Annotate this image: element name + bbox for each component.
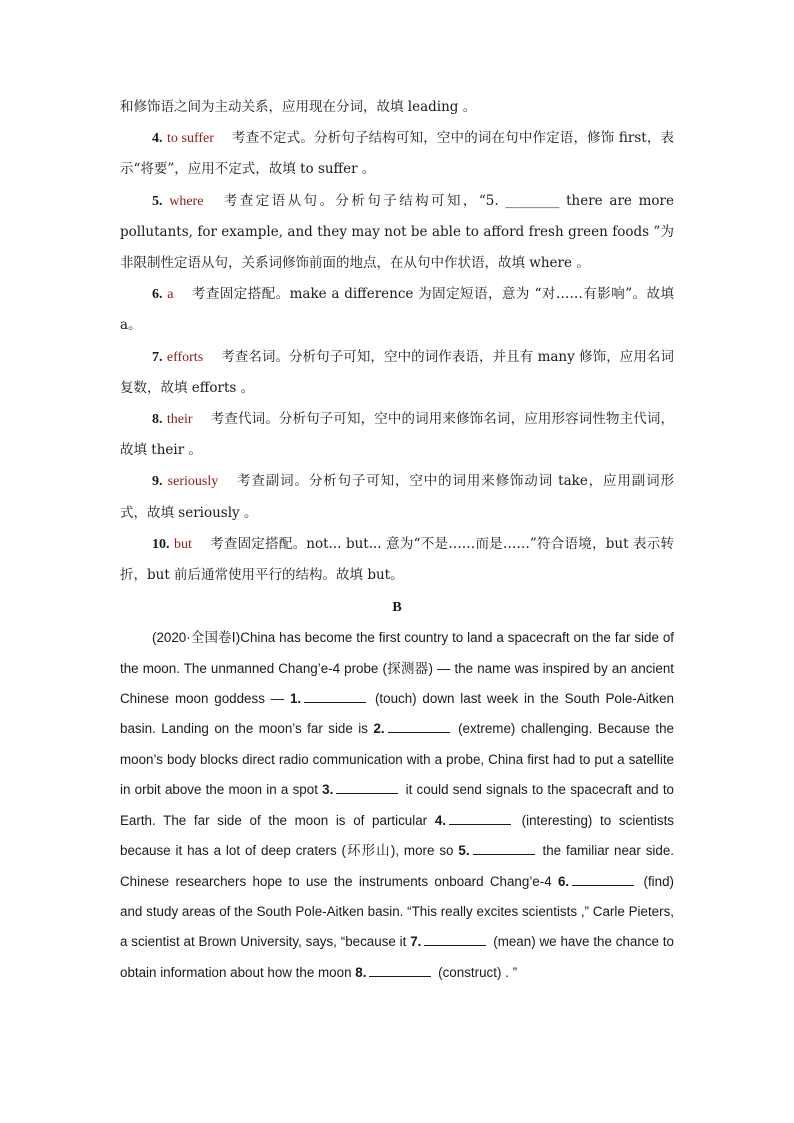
item-number: 7.: [152, 349, 163, 365]
blank-field[interactable]: [473, 842, 535, 855]
answer-text: their: [166, 412, 193, 428]
item-number: 10.: [152, 536, 170, 552]
blank-field[interactable]: [369, 964, 431, 977]
answer-text: seriously: [167, 474, 219, 490]
passage-text: (interesting) to scientists because it has a lot of deep craters (环形山), more so: [120, 812, 674, 859]
blank-field[interactable]: [424, 933, 486, 946]
explanation-text: 考查副词。分析句子可知，空中的词用来修饰动词 take，应用副词形式，故填 seriously 。: [120, 473, 674, 521]
blank-number: 6.: [557, 873, 570, 889]
explanation-text: 和修饰语之间为主动关系，应用现在分词，故填 leading 。: [120, 99, 477, 115]
explanation-item-7: [120, 342, 674, 404]
explanation-item-8: [120, 404, 674, 466]
passage-text: the familiar near side. Chinese researchers hope to use the instruments onboard Chang’e-4: [120, 843, 675, 889]
passage-text: (touch) down last week in the South Pole-Aitken basin. Landing on the moon’s far side is: [120, 691, 674, 737]
answer-text: a: [167, 287, 174, 303]
cloze-passage: [120, 623, 674, 988]
passage-text: it could send signals to the spacecraft and to Earth. The far side of the moon is of particular: [120, 782, 674, 828]
explanation-item-6: [120, 279, 674, 341]
passage-text: (extreme) challenging. Because the moon’s body blocks direct radio communication with a probe, China first had to put a satellite in orbit above the moon in a spot: [120, 721, 674, 798]
blank-number: 8.: [355, 964, 367, 980]
item-number: 6.: [152, 287, 163, 303]
blank-number: 7.: [410, 934, 422, 950]
item-number: 8.: [152, 412, 163, 428]
section-heading: B: [392, 600, 402, 616]
passage-text: (construct) . ”: [438, 964, 518, 980]
item-number: 4.: [152, 131, 163, 147]
explanation-text: 考查代词。分析句子可知，空中的词用来修饰名词，应用形容词性物主代词，故填 their 。: [120, 411, 674, 459]
blank-field[interactable]: [336, 781, 398, 794]
answer-text: where: [169, 193, 204, 209]
explanation-item-10: [120, 529, 674, 591]
blank-number: 3.: [322, 782, 334, 798]
explanation-text: 考查名词。分析句子可知，空中的词作表语，并且有 many 修饰，应用名词复数，故填 efforts 。: [120, 348, 674, 396]
explanation-item-9: [120, 466, 674, 528]
blank-field[interactable]: [304, 690, 366, 703]
explanation-text: 考查定语从句。分析句子结构可知，“5. ________ there are more pollutants, for example, and they may not be able to afford fresh green foods ”为非限制性定语从句，关系词修饰前面的地点，在从句中作状语，故填 where 。: [120, 192, 674, 272]
item-number: 5.: [152, 193, 163, 209]
blank-number: 1.: [289, 691, 302, 707]
blank-number: 2.: [373, 721, 385, 737]
explanation-text: 考查固定搭配。not... but... 意为“不是……而是……”符合语境，but 表示转折，but 前后通常使用平行的结构。故填 but。: [120, 535, 674, 584]
passage-text: (2020·全国卷Ⅰ)China has become the first country to land a spacecraft on the far side of the moon. The unmanned Chang’e-4 probe (探测器) — the name was inspired by an ancient Chinese moon goddess —: [120, 630, 674, 707]
passage-text: (mean) we have the chance to obtain information about how the moon: [120, 934, 674, 980]
answer-text: efforts: [166, 349, 204, 365]
explanation-continued: [120, 92, 674, 123]
answer-text: to suffer: [166, 131, 214, 147]
blank-field[interactable]: [449, 812, 511, 825]
blank-number: 5.: [458, 843, 470, 859]
explanation-text: 考查不定式。分析句子结构可知，空中的词在句中作定语，修饰 first，表示“将要”，应用不定式，故填 to suffer 。: [120, 130, 674, 178]
blank-field[interactable]: [388, 720, 450, 733]
document-page: [120, 92, 674, 988]
blank-field[interactable]: [572, 873, 634, 886]
blank-number: 4.: [434, 812, 446, 828]
answer-text: but: [174, 536, 192, 552]
explanation-item-5: [120, 186, 674, 280]
explanation-text: 考查固定搭配。make a difference 为固定短语，意为 “对……有影响”。故填 a。: [120, 286, 674, 334]
item-number: 9.: [152, 474, 163, 490]
explanation-item-4: [120, 123, 674, 185]
passage-text: (find) and study areas of the South Pole-Aitken basin. “This really excites scientists ,” Carle Pieters, a scientist at Brown University, says, “because it: [120, 873, 674, 950]
